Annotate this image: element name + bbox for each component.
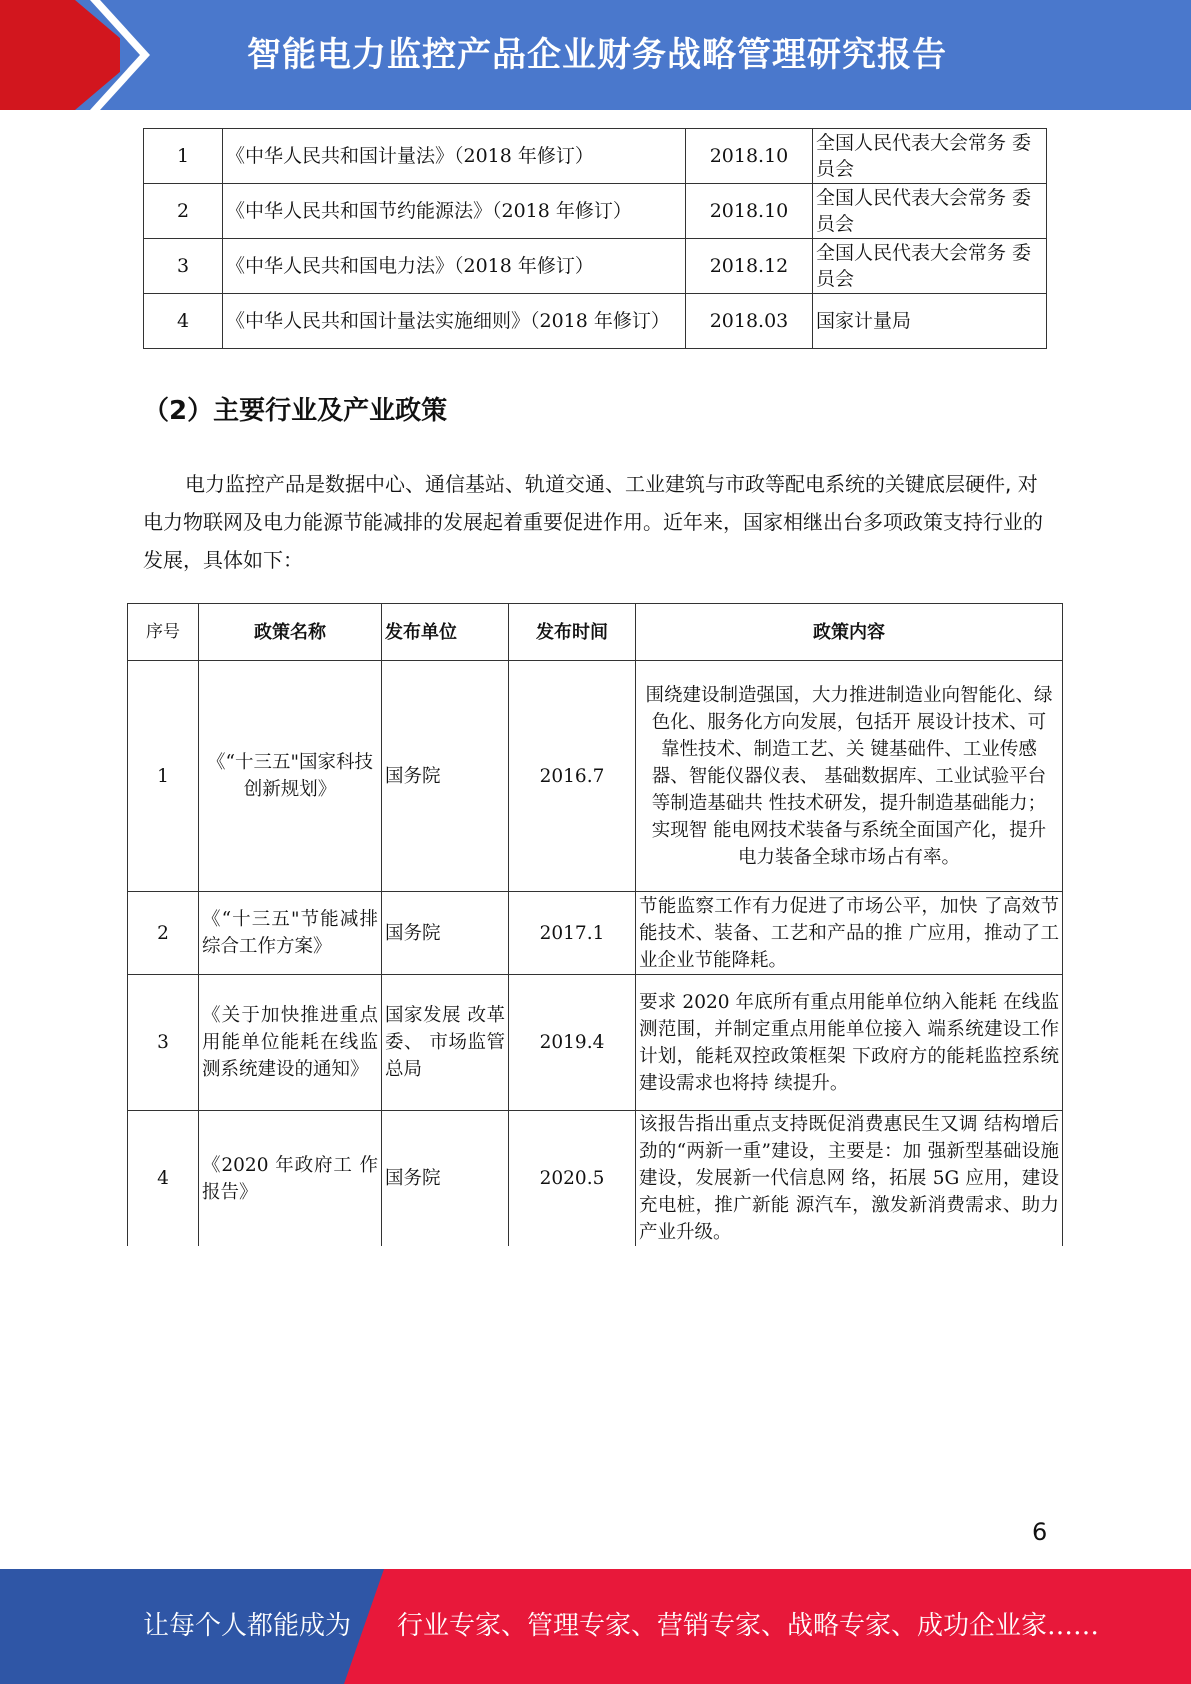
law-issuer: 全国人民代表大会常务 委员会 (813, 184, 1047, 239)
body-paragraph: 电力监控产品是数据中心、通信基站、轨道交通、工业建筑与市政等配电系统的关键底层硬件, 对电力物联网及电力能源节能减排的发展起着重要促进作用。近年来，国家相继出台多项政策支持行业的发展，具体如下： (143, 472, 1043, 572)
table-row (144, 239, 1047, 294)
header-red-arrow (0, 0, 120, 110)
row-number: 1 (128, 661, 199, 892)
policy-issuer: 国务院 (382, 1111, 509, 1247)
table-row (128, 975, 1063, 1111)
footer-banner (0, 1569, 1191, 1684)
policy-issuer: 国务院 (382, 661, 509, 892)
table-row (128, 661, 1063, 892)
row-number: 1 (144, 129, 223, 184)
row-number: 3 (128, 975, 199, 1111)
policy-name: 《“十三五"国家科技创新规划》 (199, 661, 382, 892)
column-header-content: 政策内容 (636, 604, 1063, 661)
section-heading: （2）主要行业及产业政策 (143, 396, 448, 426)
policy-name: 《“十三五"节能减排综合工作方案》 (199, 892, 382, 975)
policy-content: 该报告指出重点支持既促消费惠民生又调 结构增后劲的“两新一重”建设，主要是：加 强新型基础设施建设，发展新一代信息网 络，拓展 5G 应用，建设充电桩，推广新能 源汽车，激发新消费需求、助力产业升级。 (636, 1111, 1063, 1247)
policy-date: 2016.7 (509, 661, 636, 892)
table-row (128, 892, 1063, 975)
header-banner (0, 0, 1191, 110)
footer-slogan-left: 让每个人都能成为 (143, 1611, 352, 1641)
law-issuer: 国家计量局 (813, 294, 1047, 349)
law-date: 2018.03 (686, 294, 813, 349)
policy-table (127, 603, 1063, 1246)
law-name: 《中华人民共和国计量法》（2018 年修订） (223, 129, 686, 184)
policy-issuer: 国务院 (382, 892, 509, 975)
law-issuer: 全国人民代表大会常务 委员会 (813, 239, 1047, 294)
law-issuer: 全国人民代表大会常务 委员会 (813, 129, 1047, 184)
policy-name: 《关于加快推进重点用能单位能耗在线监测系统建设的通知》 (199, 975, 382, 1111)
report-title: 智能电力监控产品企业财务战略管理研究报告 (247, 35, 947, 75)
table-header-row (128, 604, 1063, 661)
row-number: 2 (144, 184, 223, 239)
policy-content: 围绕建设制造强国，大力推进制造业向智能化、绿色化、服务化方向发展，包括开 展设计技术、可靠性技术、制造工艺、关 键基础件、工业传感器、智能仪器仪表、 基础数据库、工业试验平台等制造基础共 性技术研发，提升制造基础能力；实现智 能电网技术装备与系统全面国产化，提升 电力装备全球市场占有率。 (636, 661, 1063, 892)
law-date: 2018.10 (686, 129, 813, 184)
footer-slogan-right: 行业专家、管理专家、营销专家、战略专家、成功企业家…… (397, 1611, 1100, 1641)
column-header-no: 序号 (128, 604, 199, 661)
law-name: 《中华人民共和国电力法》（2018 年修订） (223, 239, 686, 294)
row-number: 2 (128, 892, 199, 975)
column-header-date: 发布时间 (509, 604, 636, 661)
policy-issuer: 国家发展 改革委、 市场监管 总局 (382, 975, 509, 1111)
law-name: 《中华人民共和国计量法实施细则》（2018 年修订） (223, 294, 686, 349)
table-row (144, 294, 1047, 349)
law-date: 2018.12 (686, 239, 813, 294)
page-number: 6 (1032, 1518, 1048, 1546)
row-number: 4 (144, 294, 223, 349)
row-number: 3 (144, 239, 223, 294)
column-header-issuer: 发布单位 (382, 604, 509, 661)
row-number: 4 (128, 1111, 199, 1247)
law-table (143, 128, 1047, 349)
law-date: 2018.10 (686, 184, 813, 239)
policy-date: 2019.4 (509, 975, 636, 1111)
policy-date: 2020.5 (509, 1111, 636, 1247)
policy-name: 《2020 年政府工 作报告》 (199, 1111, 382, 1247)
table-row (128, 1111, 1063, 1247)
policy-content: 要求 2020 年底所有重点用能单位纳入能耗 在线监测范围，并制定重点用能单位接入 端系统建设工作计划，能耗双控政策框架 下政府方的能耗监控系统建设需求也将持 续提升。 (636, 975, 1063, 1111)
table-row (144, 129, 1047, 184)
law-name: 《中华人民共和国节约能源法》（2018 年修订） (223, 184, 686, 239)
column-header-name: 政策名称 (199, 604, 382, 661)
policy-date: 2017.1 (509, 892, 636, 975)
policy-content: 节能监察工作有力促进了市场公平，加快 了高效节能技术、装备、工艺和产品的推 广应用，推动了工业企业节能降耗。 (636, 892, 1063, 975)
table-row (144, 184, 1047, 239)
